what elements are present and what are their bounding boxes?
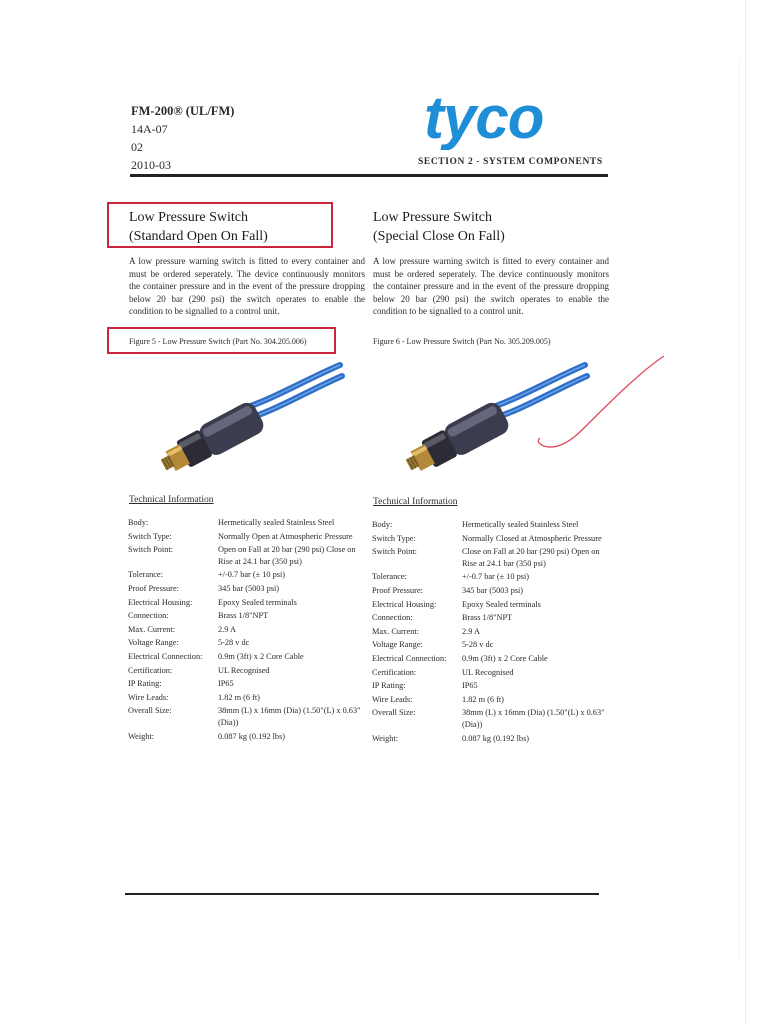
spec-label: Electrical Housing: — [372, 599, 437, 609]
spec-row — [372, 639, 612, 651]
tech-info-heading: Technical Information — [373, 497, 458, 507]
pressure-switch-image — [150, 360, 350, 480]
spec-value: 1.82 m (6 ft) — [218, 692, 260, 702]
right-column — [373, 208, 609, 346]
spec-label: Max. Current: — [372, 626, 420, 636]
document-revision: 02 — [131, 140, 143, 154]
spec-row — [372, 653, 612, 665]
spec-label: Certification: — [128, 665, 173, 675]
spec-value: Hermetically sealed Stainless Steel — [462, 520, 579, 529]
spec-label: IP Rating: — [128, 679, 162, 689]
spec-value: Epoxy Sealed terminals — [462, 599, 541, 609]
spec-value: IP65 — [462, 681, 478, 691]
spec-row — [128, 610, 368, 622]
spec-row — [372, 667, 612, 679]
header-divider — [130, 174, 608, 177]
spec-row — [372, 707, 612, 730]
spec-value: Normally Open at Atmospheric Pressure — [218, 531, 353, 541]
spec-label: Body: — [128, 518, 149, 527]
product-title: Low Pressure Switch (Special Close On Fall) — [373, 210, 505, 244]
document-date: 2010-03 — [131, 158, 171, 172]
spec-value: UL Recognised — [218, 665, 270, 675]
product-description: A low pressure warning switch is fitted to every container and must be ordered seperately. The device continuously monitors the container pressure and in the event of the pressure dropping below 20 bar (290 psi) the switch operates to enable the condition to be signalled to a control unit. — [373, 256, 609, 317]
spec-label: Electrical Connection: — [128, 651, 203, 661]
spec-label: Electrical Connection: — [372, 653, 447, 663]
spec-label: Connection: — [128, 611, 169, 621]
spec-row — [128, 597, 368, 609]
document-header-meta — [131, 102, 234, 174]
spec-label: Body: — [372, 520, 393, 529]
spec-value: 5-28 v dc — [218, 638, 250, 648]
spec-value: 2.9 A — [462, 626, 480, 636]
spec-value: 0.9m (3ft) x 2 Core Cable — [218, 651, 304, 661]
footer-divider — [125, 893, 599, 895]
spec-row — [128, 637, 368, 649]
spec-value: +/-0.7 bar (± 10 psi) — [462, 572, 530, 582]
spec-value: Hermetically sealed Stainless Steel — [218, 518, 335, 527]
spec-label: Switch Type: — [372, 533, 416, 543]
spec-label: Switch Point: — [128, 545, 173, 555]
spec-row — [372, 533, 612, 545]
figure-caption: Figure 6 - Low Pressure Switch (Part No. 305.209.005) — [373, 337, 551, 346]
spec-label: Voltage Range: — [372, 640, 423, 650]
spec-row — [372, 546, 612, 569]
tech-info-heading: Technical Information — [129, 495, 214, 505]
spec-row — [372, 585, 612, 597]
spec-value: 5-28 v dc — [462, 640, 494, 650]
spec-label: Voltage Range: — [128, 638, 179, 648]
spec-row — [128, 531, 368, 543]
spec-value: UL Recognised — [462, 667, 514, 677]
spec-label: Proof Pressure: — [128, 583, 179, 593]
product-description: A low pressure warning switch is fitted to every container and must be ordered seperately. The device continuously monitors the container pressure and in the event of the pressure dropping below 20 bar (290 psi) the switch operates to enable the condition to be signalled to a control unit. — [129, 256, 365, 317]
spec-row — [372, 519, 612, 531]
spec-list-special — [372, 519, 612, 746]
spec-row — [372, 571, 612, 583]
spec-label: Electrical Housing: — [128, 597, 193, 607]
figure-caption: Figure 5 - Low Pressure Switch (Part No. 304.205.006) — [129, 337, 307, 346]
scan-edge — [745, 0, 746, 1024]
spec-row — [128, 665, 368, 677]
spec-row — [372, 599, 612, 611]
spec-value: 38mm (L) x 16mm (Dia) (1.50"(L) x 0.63" (Dia)) — [218, 706, 361, 727]
document-code: FM-200® (UL/FM) — [131, 104, 235, 118]
spec-row — [372, 612, 612, 624]
spec-value: 0.087 kg (0.192 lbs) — [462, 733, 530, 743]
spec-row — [372, 626, 612, 638]
spec-label: Tolerance: — [128, 570, 163, 580]
spec-label: Connection: — [372, 613, 413, 623]
spec-label: Overall Size: — [128, 706, 172, 716]
spec-value: Brass 1/8"NPT — [218, 611, 269, 621]
document-reference: 14A-07 — [131, 122, 168, 136]
spec-value: 1.82 m (6 ft) — [462, 694, 504, 704]
spec-row — [128, 705, 368, 728]
spec-value: Epoxy Sealed terminals — [218, 597, 297, 607]
spec-label: Max. Current: — [128, 624, 176, 634]
spec-row — [128, 569, 368, 581]
spec-label: Switch Type: — [128, 531, 172, 541]
spec-row — [128, 517, 368, 529]
spec-row — [128, 583, 368, 595]
spec-row — [372, 733, 612, 745]
caption-highlight-box — [107, 327, 336, 354]
spec-value: 345 bar (5003 psi) — [218, 583, 280, 593]
spec-value: IP65 — [218, 679, 234, 689]
spec-label: Overall Size: — [372, 708, 416, 718]
spec-list-standard — [128, 517, 368, 744]
spec-label: Wire Leads: — [128, 692, 169, 702]
spec-value: Normally Closed at Atmospheric Pressure — [462, 533, 602, 543]
spec-label: Weight: — [128, 731, 155, 741]
spec-label: IP Rating: — [372, 681, 406, 691]
spec-value: Brass 1/8"NPT — [462, 613, 513, 623]
spec-value: Open on Fall at 20 bar (290 psi) Close on Rise at 24.1 bar (350 psi) — [218, 545, 356, 566]
spec-label: Switch Point: — [372, 547, 417, 557]
red-annotation-stroke — [530, 352, 670, 456]
spec-row — [128, 544, 368, 567]
spec-row — [372, 694, 612, 706]
spec-row — [128, 651, 368, 663]
spec-row — [128, 692, 368, 704]
spec-value: +/-0.7 bar (± 10 psi) — [218, 570, 286, 580]
spec-label: Wire Leads: — [372, 694, 413, 704]
title-highlight-box — [107, 202, 333, 248]
spec-value: 38mm (L) x 16mm (Dia) (1.50"(L) x 0.63" (Dia)) — [462, 708, 605, 729]
spec-row — [128, 678, 368, 690]
spec-row — [128, 731, 368, 743]
spec-value: 2.9 A — [218, 624, 236, 634]
spec-label: Tolerance: — [372, 572, 407, 582]
svg-text:tyco: tyco — [424, 88, 544, 150]
tyco-logo — [422, 88, 608, 150]
scan-edge — [739, 60, 740, 960]
spec-row — [128, 624, 368, 636]
spec-value: 0.9m (3ft) x 2 Core Cable — [462, 653, 548, 663]
section-title: SECTION 2 - SYSTEM COMPONENTS — [418, 157, 603, 167]
spec-label: Weight: — [372, 733, 399, 743]
product-title: Low Pressure Switch (Standard Open On Fall) — [129, 210, 268, 244]
spec-label: Certification: — [372, 667, 417, 677]
spec-value: 345 bar (5003 psi) — [462, 585, 524, 595]
spec-label: Proof Pressure: — [372, 585, 423, 595]
spec-value: Close on Fall at 20 bar (290 psi) Open on Rise at 24.1 bar (350 psi) — [462, 547, 600, 568]
spec-row — [372, 680, 612, 692]
spec-value: 0.087 kg (0.192 lbs) — [218, 731, 286, 741]
